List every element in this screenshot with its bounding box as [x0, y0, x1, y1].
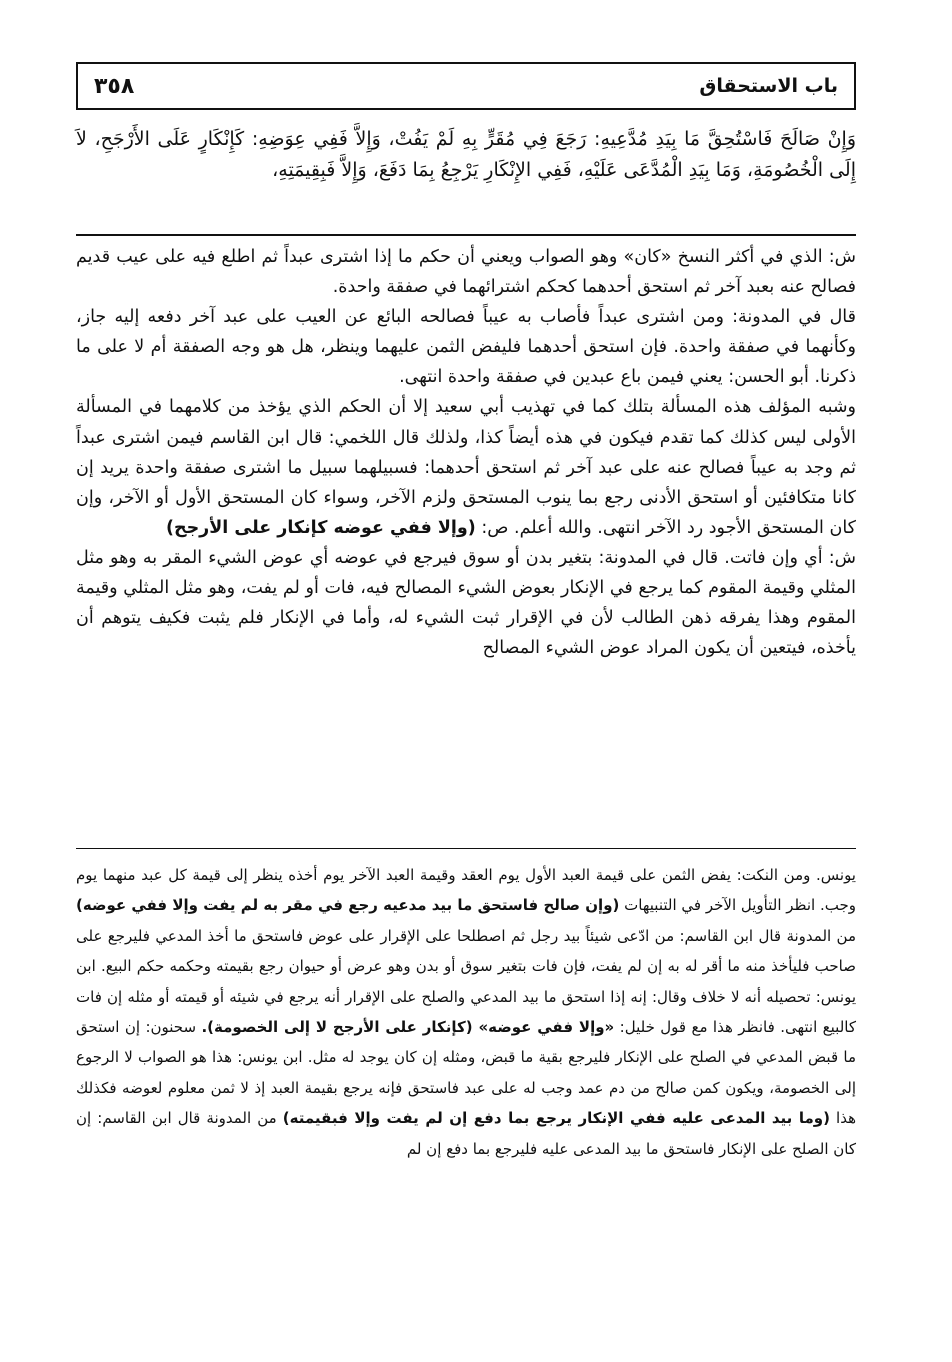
commentary-paragraph: ش: الذي في أكثر النسخ «كان» وهو الصواب ويعني أن حكم ما إذا اشترى عبداً ثم اطلع فيه على عيب قديم فصالح عنه بعبد آخر ثم استحق أحدهما كحكم اشترائهما في صفقة واحدة.: [76, 247, 856, 298]
footnote-text: سحنون: إن استحق ما قبض المدعي في الصلح على الإنكار فليرجع بقية ما قبض، ومثله إن كان يوجد له مثل. ابن يونس: هذا هو الصواب لا الرجوع إلى الخصومة، ويكون كمن صالح من دم عمد وجب له على عبد فاستحق فإنه يرجع بقيمة العبد إذ لا ثمن معلوم لعوضه فكذلك هذا: [76, 1018, 856, 1128]
footnote-text: يونس. ومن النكت: يفض الثمن على قيمة العبد الأول يوم العقد وقيمة العبد الآخر يوم أخذه ينظر إلى قيمة كل عبد منهما يوم وجب. انظر التأويل الآخر في التنبيهات: [76, 866, 856, 915]
sad-marker: ص:: [481, 517, 509, 538]
quoted-matn: (وما بيد المدعى عليه ففي الإنكار يرجع بما دفع إن لم يفت وإلا فبقيمته): [282, 1109, 830, 1128]
footnote-paragraph: [76, 860, 856, 1164]
commentary-paragraph: ش: أي وإن فاتت. قال في المدونة: بتغير بدن أو سوق فيرجع في عوضه أي عوض الشيء المقر به وهو مثل المثلي وقيمة المقوم كما يرجع في الإنكار بعوض الشيء المصالح فيه، فات أو لم يفت، وهو مثل المثلي وقيمة المقوم وهذا يفرقه ذهن الطالب لأن في الإقرار ثبت الشيء له، وأما في الإنكار فلم يثبت فكيف يتوهم أن يأخذه، فيتعين أن يكون المراد عوض الشيء المصالح: [76, 547, 856, 659]
commentary: [76, 242, 856, 663]
quoted-matn: «وإلا ففي عوضه» (كإنكار على الأرجح لا إلى الخصومة).: [201, 1018, 615, 1037]
footnote-text: من المدونة قال ابن القاسم: إن كان الصلح على الإنكار فاستحق ما بيد المدعى عليه فليرجع بما دفع إن لم: [76, 1109, 856, 1158]
page-header: [76, 62, 856, 110]
matn-divider: [76, 234, 856, 236]
footnotes: [76, 860, 856, 1164]
page: [76, 62, 858, 1342]
matn-text: وَإِنْ صَالَحَ فَاسْتُحِقَّ مَا بِيَدِ مُدَّعِيهِ: رَجَعَ فِي مُقَرٍّ بِهِ لَمْ يَفُتْ، وَإِلاَّ فَفِي عِوَضِهِ: كَإِنْكَارٍ عَلَى الأَرْجَحِ، لاَ إِلَى الْخُصُومَةِ، وَمَا بِيَدِ الْمُدَّعَى عَلَيْهِ، فَفِي الإِنْكَارِ يَرْجِعُ بِمَا دَفَعَ، وَإِلاَّ فَبِقِيمَتِهِ،: [76, 128, 856, 181]
chapter-title: باب الاستحقاق: [699, 75, 838, 97]
footnote-text: من المدونة قال ابن القاسم: من ادّعى شيئاً بيد رجل ثم اصطلحا على الإقرار على عوض فاستحق ما أخذ المدعي فليرجع على صاحب فليأخذ منه ما أقر له به إن لم يفت، فإن فات بتغير سوق أو بدن وهو عرض أو حيوان رجع بقيمته وحكمه حكم البيع. ابن يونس: تحصيله أنه لا خلاف وقال: إنه إذا استحق ما بيد المدعي والصلح على الإقرار أنه يرجع في شيئه أو قيمته أو مثله إن فات كالبيع انتهى. فانظر هذا مع قول خليل:: [76, 926, 856, 1037]
quoted-matn: (وإن صالح فاستحق ما بيد مدعيه رجع في مقر به لم يفت وإلا ففي عوضه): [76, 896, 620, 915]
footnote-divider: [76, 848, 856, 849]
commentary-paragraph: [76, 392, 856, 542]
quoted-matn: (وإلا ففي عوضه كإنكار على الأرجح): [165, 517, 476, 538]
page-number: ٣٥٨: [94, 73, 135, 99]
commentary-text: وشبه المؤلف هذه المسألة بتلك كما في تهذيب أبي سعيد إلا أن الحكم الذي يؤخذ من كلامهما في المسألة الأولى ليس كذلك كما تقدم فيكون في هذه أيضاً كذا، ولذلك قال اللخمي: قال ابن القاسم فيمن اشترى عبداً ثم وجد به عيباً فصالح عنه على عبد آخر ثم استحق أحدهما: فسبيلهما سبيل ما اشترى صفقة واحدة يريد إن كانا متكافئين أو استحق الأدنى رجع بما ينوب المستحق ولزم الآخر، وسواء كان المستحق الأول أو الآخر، وإن كان المستحق الأجود رد الآخر انتهى. والله أعلم.: [76, 397, 856, 538]
commentary-paragraph: قال في المدونة: ومن اشترى عبداً فأصاب به عيباً فصالحه البائع عن العيب على عبد آخر دفعه إليه جاز، وكأنهما في صفقة واحدة. فإن استحق أحدهما فليفض الثمن عليهما وينظر، هل هو وجه الصفقة أم لا على ما ذكرنا. أبو الحسن: يعني فيمن باع عبدين في صفقة واحدة انتهى.: [76, 307, 856, 388]
